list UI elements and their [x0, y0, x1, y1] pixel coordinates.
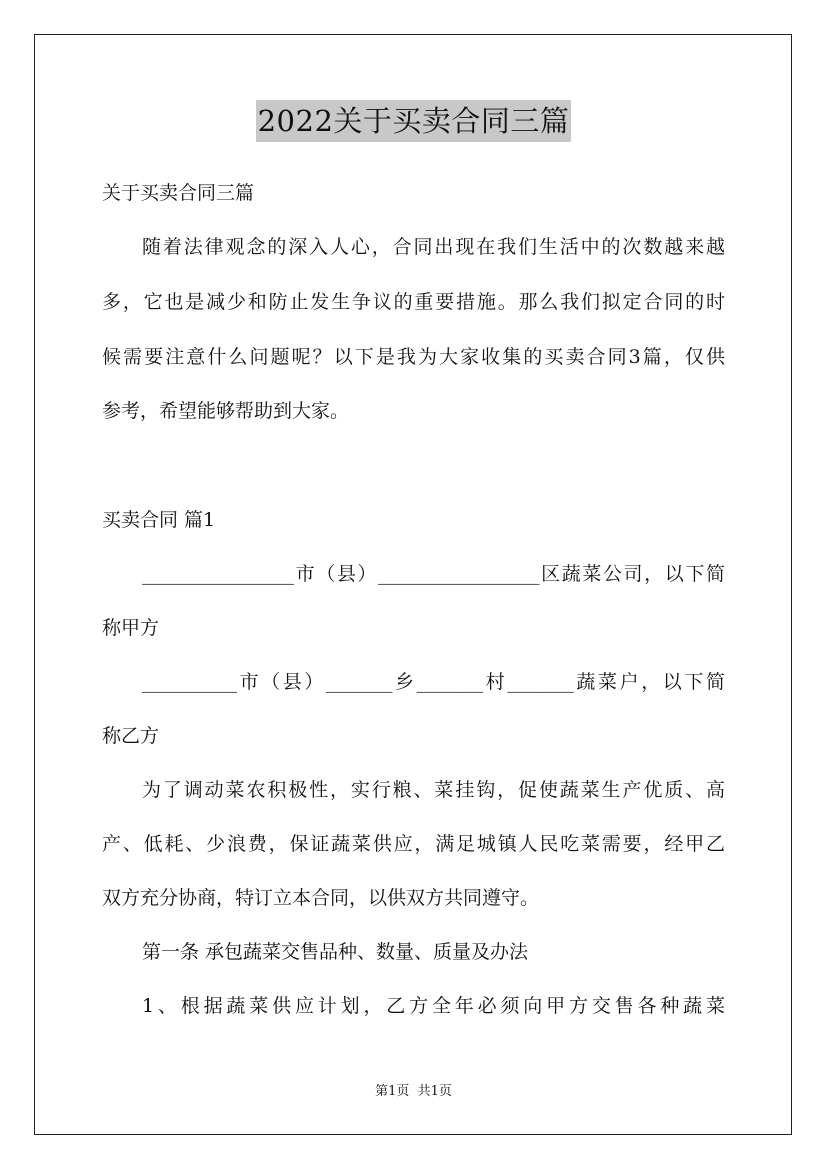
section-heading: 买卖合同 篇1 [102, 509, 216, 531]
article-heading: 第一条 承包蔬菜交售品种、数量、质量及办法 [142, 941, 529, 963]
intro-line: 参考，希望能够帮助到大家。 [102, 400, 350, 422]
purpose-line: 为了调动菜农积极性，实行粮、菜挂钩，促使蔬菜生产优质、高 [142, 779, 725, 801]
clause-line: 1、根据蔬菜供应计划，乙方全年必须向甲方交售各种蔬菜 [142, 995, 725, 1017]
intro-line: 随着法律观念的深入人心，合同出现在我们生活中的次数越来越 [142, 236, 725, 258]
purpose-line: 双方充分协商，特订立本合同，以供双方共同遵守。 [102, 887, 540, 909]
party-b-line: __________市（县）_______乡_______村_______蔬菜户，以下简 [142, 671, 725, 693]
party-a-line: ________________市（县）_________________区蔬菜公司，以下简 [142, 563, 725, 585]
party-b-line: 称乙方 [102, 725, 160, 747]
page-number-footer: 第1页 共1页 [375, 1084, 452, 1099]
intro-line: 多，它也是减少和防止发生争议的重要措施。那么我们拟定合同的时 [102, 291, 725, 313]
title-container [0, 100, 827, 142]
subtitle: 关于买卖合同三篇 [102, 182, 255, 204]
document-title: 2022关于买卖合同三篇 [256, 100, 572, 142]
party-a-line: 称甲方 [102, 617, 160, 639]
purpose-line: 产、低耗、少浪费，保证蔬菜供应，满足城镇人民吃菜需要，经甲乙 [102, 833, 725, 855]
intro-line: 候需要注意什么问题呢？以下是我为大家收集的买卖合同3篇，仅供 [102, 346, 725, 368]
